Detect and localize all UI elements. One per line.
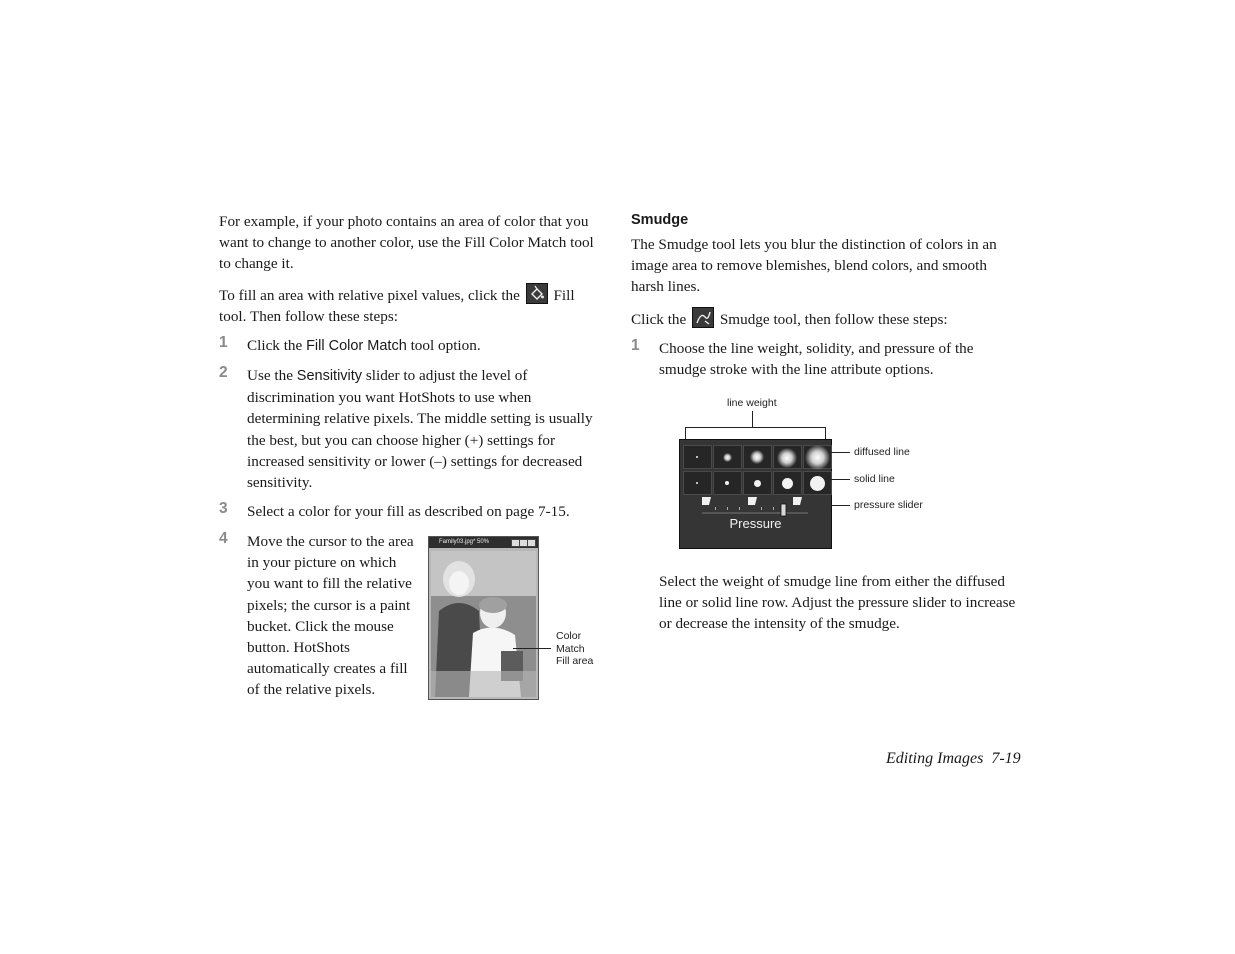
smudge-click-paragraph — [631, 307, 1021, 330]
step-2-before: Use the — [247, 367, 293, 384]
fill-tool-icon — [526, 283, 548, 304]
step-text: Select a color for your fill as described on page 7-15. — [247, 503, 570, 520]
section-heading: Smudge — [631, 212, 689, 228]
diffused-line-option[interactable] — [743, 445, 772, 469]
step-text — [247, 335, 607, 357]
smudge-click-before: Click the — [631, 311, 687, 328]
solid-line-option[interactable] — [743, 471, 772, 495]
step-2-after: slider to adjust the level of discrimination you want HotShots to use when determining relative pixels. The middle setting is usually the best, but you can choose higher (+) settings for increased sensitivity or lower (–) settings for decreased sensitivity. — [247, 367, 593, 492]
step-text: Choose the line weight, solidity, and pressure of the smudge stroke with the line attribute options. — [659, 340, 974, 379]
step-1-after: tool option. — [410, 337, 481, 354]
solid-line-option[interactable] — [803, 471, 832, 495]
weight-dot — [725, 481, 729, 485]
after-figure-paragraph: Select the weight of smudge line from either the diffused line or solid line row. Adjust the pressure slider to increase or decrease the intensity of the smudge. — [659, 573, 1016, 633]
diffused-line-label: diffused line — [854, 446, 910, 458]
window-title-bar — [429, 537, 538, 548]
fill-intro-before: To fill an area with relative pixel values, click the — [219, 287, 520, 304]
callout-label — [556, 630, 593, 668]
weight-dot — [696, 482, 698, 484]
smudge-click-after: Smudge tool, then follow these steps: — [719, 311, 948, 328]
step-number: 3 — [219, 500, 228, 517]
fill-intro-after: Fill tool. Then follow these steps: — [219, 287, 575, 326]
solid-line-label: solid line — [854, 473, 895, 485]
footer-section: Editing Images — [886, 750, 984, 767]
line-weight-label: line weight — [727, 397, 777, 409]
step-number: 1 — [631, 337, 640, 354]
intro-paragraph: For example, if your photo contains an area of color that you want to change to another color, use the Fill Color Match tool to change it. — [219, 213, 594, 273]
callout-leader — [513, 648, 551, 649]
window-title: Family03.jpg* 50% — [439, 539, 490, 545]
weight-dot — [750, 450, 764, 464]
smudge-tool-icon — [692, 307, 714, 328]
line-attribute-panel — [679, 439, 832, 549]
diffused-line-option[interactable] — [803, 445, 832, 469]
weight-dot — [777, 448, 797, 468]
ui-term-sensitivity: Sensitivity — [296, 368, 363, 384]
diffused-line-option[interactable] — [683, 445, 712, 469]
step-number: 4 — [219, 530, 228, 547]
weight-dot — [696, 456, 698, 458]
callout-line: Fill area — [556, 655, 594, 667]
step-1-before: Click the — [247, 337, 303, 354]
diffused-line-option[interactable] — [773, 445, 802, 469]
step-number: 1 — [219, 334, 228, 351]
solid-line-option[interactable] — [683, 471, 712, 495]
callout-line: Match — [556, 642, 585, 655]
ui-term-fill-color-match: Fill Color Match — [306, 338, 407, 354]
step-text — [247, 365, 607, 493]
solid-line-leader — [831, 479, 850, 480]
photo-window-screenshot — [428, 536, 539, 700]
line-weight-bracket — [685, 427, 826, 428]
weight-dot — [810, 476, 825, 491]
line-weight-bracket-right — [825, 427, 826, 439]
family-photo — [431, 551, 536, 697]
step-text: Move the cursor to the area in your picture on which you want to fill the relative pixels; the cursor is a paint bucket. Click the mouse button. HotShots automatically creates a fill of the relative pixels. — [247, 533, 414, 699]
solid-line-option[interactable] — [773, 471, 802, 495]
weight-dot — [805, 445, 830, 470]
weight-dot — [754, 480, 761, 487]
callout-line: Color — [556, 630, 582, 642]
weight-dot — [723, 453, 732, 462]
page-number: 7-19 — [991, 750, 1021, 767]
diffused-line-option[interactable] — [713, 445, 742, 469]
pressure-slider-leader — [831, 505, 850, 506]
pressure-slider-label: pressure slider — [854, 499, 923, 511]
close-icon — [527, 539, 536, 547]
line-weight-leader — [752, 411, 753, 427]
weight-dot — [782, 478, 793, 489]
diffused-line-leader — [831, 452, 850, 453]
pressure-caption: Pressure — [729, 516, 782, 531]
step-number: 2 — [219, 364, 228, 381]
page-footer — [886, 750, 1021, 768]
line-weight-bracket-left — [685, 427, 686, 439]
fill-intro-paragraph — [219, 283, 604, 327]
smudge-intro: The Smudge tool lets you blur the distinction of colors in an image area to remove blemishes, blend colors, and smooth harsh lines. — [631, 236, 997, 296]
solid-line-option[interactable] — [713, 471, 742, 495]
